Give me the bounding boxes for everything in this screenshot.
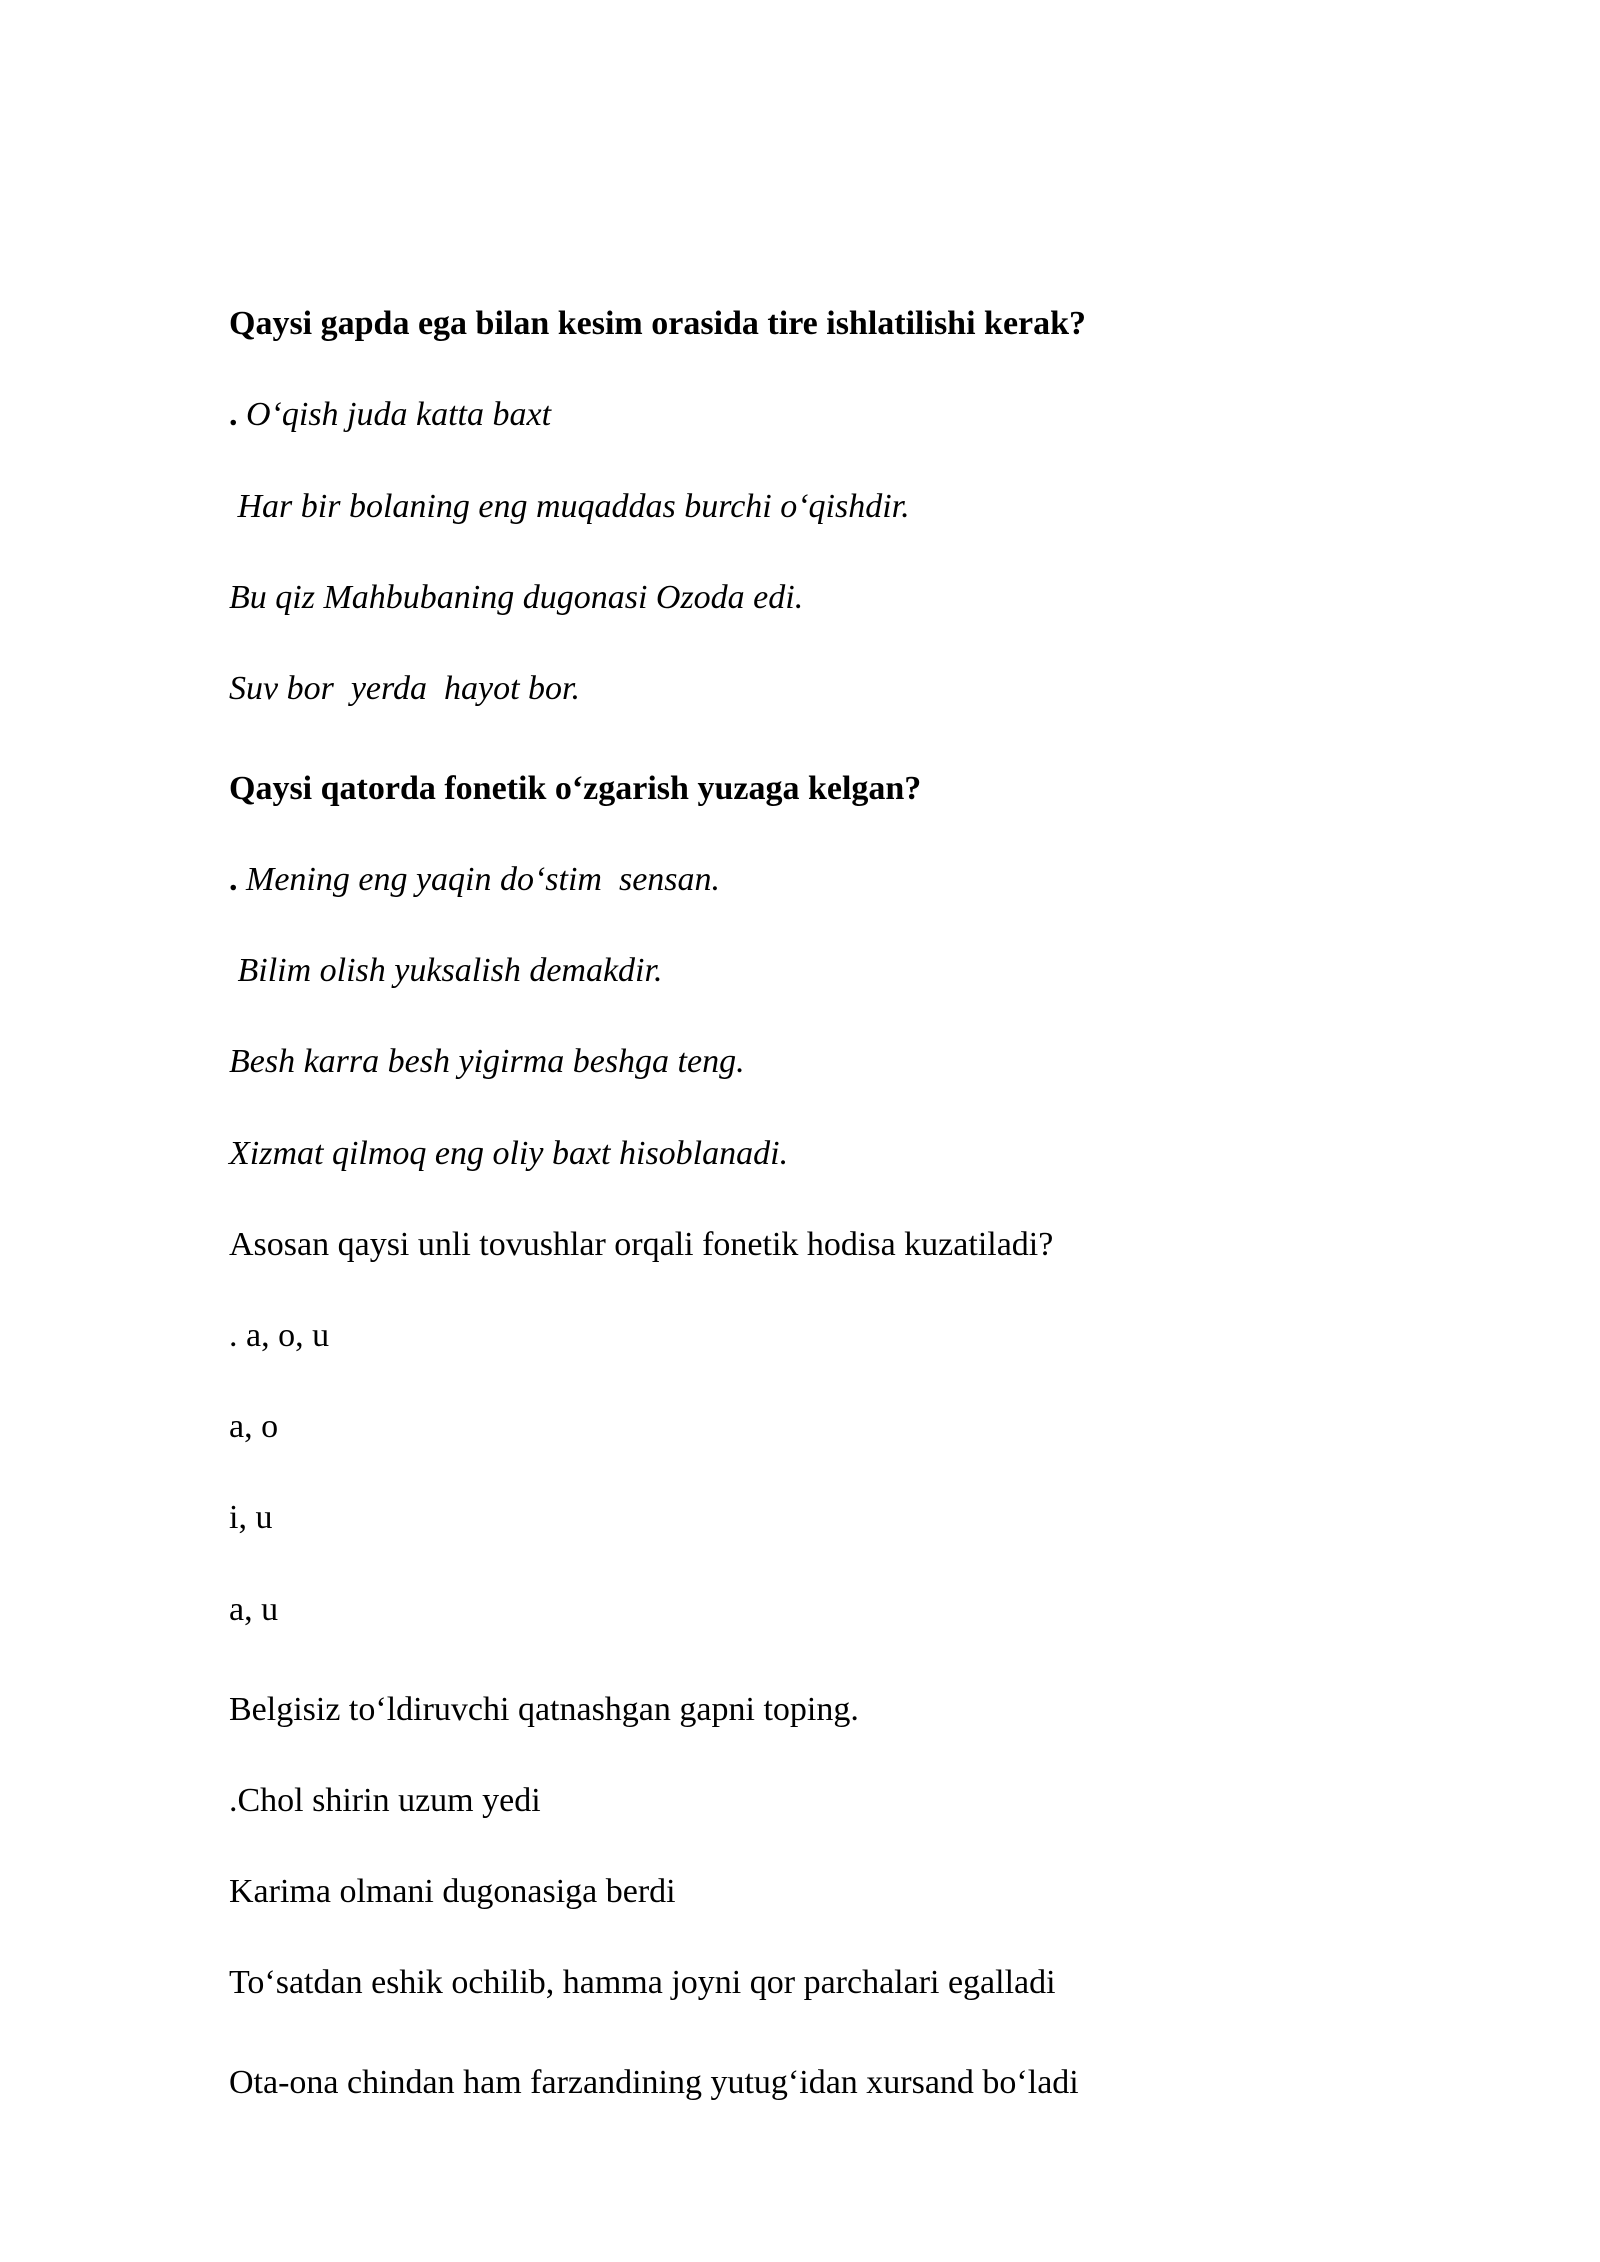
- question-1-text: Qaysi gapda ega bilan kesim orasida tire ishlatilishi kerak?: [229, 305, 1087, 342]
- question-2-option-1: [229, 863, 720, 897]
- option-marker: .: [229, 396, 238, 433]
- option-text: O‘qish juda katta baxt: [237, 396, 552, 433]
- question-3-option-4: a, u: [229, 1591, 279, 1628]
- question-2-option-4: Xizmat qilmoq eng oliy baxt hisoblanadi.: [229, 1135, 789, 1172]
- question-4-option-4: Ota-ona chindan ham farzandining yutug‘idan xursand bo‘ladi: [229, 2064, 1079, 2101]
- question-3-text: Asosan qaysi unli tovushlar orqali fonetik hodisa kuzatiladi?: [229, 1226, 1054, 1263]
- question-4-option-2: Karima olmani dugonasiga berdi: [229, 1873, 676, 1910]
- question-3-option-2: a, o: [229, 1408, 279, 1445]
- question-4-text: Belgisiz to‘ldiruvchi qatnashgan gapni toping.: [229, 1691, 859, 1728]
- option-marker: .: [229, 861, 238, 898]
- question-3-option-1: . a, o, u: [229, 1317, 330, 1354]
- question-1-option-2: Har bir bolaning eng muqaddas burchi o‘qishdir.: [229, 488, 910, 525]
- question-2-option-2: Bilim olish yuksalish demakdir.: [229, 952, 663, 989]
- question-1-option-3: Bu qiz Mahbubaning dugonasi Ozoda edi.: [229, 579, 804, 616]
- question-3-option-3: i, u: [229, 1499, 273, 1536]
- question-1-option-1: [229, 398, 551, 432]
- question-1-option-4: Suv bor yerda hayot bor.: [229, 670, 580, 707]
- option-text: Mening eng yaqin do‘stim sensan.: [237, 861, 721, 898]
- question-2-text: Qaysi qatorda fonetik o‘zgarish yuzaga kelgan?: [229, 770, 922, 807]
- question-4-option-3: To‘satdan eshik ochilib, hamma joyni qor parchalari egalladi: [229, 1964, 1056, 2001]
- question-4-option-1: .Chol shirin uzum yedi: [229, 1782, 541, 1819]
- question-2-option-3: Besh karra besh yigirma beshga teng.: [229, 1043, 745, 1080]
